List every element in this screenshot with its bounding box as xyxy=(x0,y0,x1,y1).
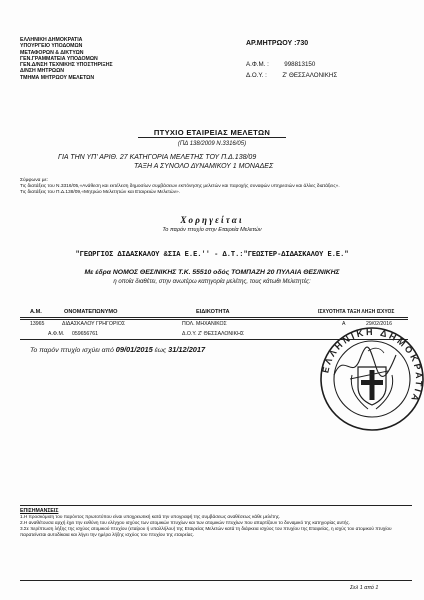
row-afm: 059656761 xyxy=(72,331,98,337)
note-line: 2.Η αναθέτουσα αρχή έχει την ευθύνη του ελέγχου ισχύος των ατομικών πτυχίων και των ατομικών πτυχίων που απαρτίζουν το δυναμικό της κατηγορίας αυτής. xyxy=(20,520,351,526)
registry-label: ΑΡ.ΜΗΤΡΩΟΥ : xyxy=(246,40,297,47)
validity-from: 09/01/2015 xyxy=(115,345,153,354)
legal-line: Τις διατάξεις του Π.Δ.138/09,«Μητρώο Μελετητών και Εταιρειών Μελετών». xyxy=(20,190,181,195)
issuing-authority xyxy=(20,37,160,81)
validity-prefix: Το παρόν πτυχίο ισχύει από xyxy=(30,347,116,354)
authority-line: ΥΠΟΥΡΓΕΙΟ ΥΠΟΔΟΜΩΝ xyxy=(20,43,83,50)
company-name: "ΓΕΩΡΓΙΟΣ ΔΙΔΑΣΚΑΛΟΥ &ΣΙΑ Ε.Ε.'' - Δ.Τ.:"ΓΕΩΣΤΕΡ-ΔΙΔΑΣΚΑΛΟΥ Ε.Ε." xyxy=(75,251,349,259)
category-line: ΓΙΑ ΤΗΝ ΥΠ' ΑΡΙΘ. 27 ΚΑΤΗΓΟΡΙΑ ΜΕΛΕΤΗΣ ΤΟΥ Π.Δ.138/09 xyxy=(58,154,257,161)
notes-rule xyxy=(20,505,412,506)
legal-line: Σύμφωνα με: xyxy=(20,178,48,183)
doy-value: Ζ' ΘΕΣΣΑΛΟΝΙΚΗΣ xyxy=(282,72,338,79)
row-expiry: 29/02/2016 xyxy=(366,321,392,327)
notes-bottom-rule xyxy=(20,580,412,581)
page-indicator: Σελ 1 από 1 xyxy=(350,585,379,591)
signature xyxy=(330,345,400,385)
col-header-am: Α.Μ. xyxy=(30,309,42,315)
document-title: ΠΤΥΧΙΟ ΕΤΑΙΡΕΙΑΣ ΜΕΛΕΤΩΝ xyxy=(153,128,271,137)
authority-line: ΕΛΛΗΝΙΚΗ ΔΗΜΟΚΡΑΤΙΑ xyxy=(20,37,83,43)
authority-line: ΤΜΗΜΑ ΜΗΤΡΩΟΥ ΜΕΛΕΤΩΝ xyxy=(20,74,95,81)
note-line: 1.Η προσκόμιση του παρόντος πρωτοτύπου είναι υποχρεωτική κατά την υπογραφή της συμβάσεως αναθέσεως κάθε μελέτης. xyxy=(20,514,281,520)
afm-label: Α.Φ.Μ. : xyxy=(246,61,269,68)
row-specialty: ΠΟΛ. ΜΗΧΑΝΙΚΟΣ xyxy=(182,321,227,327)
authority-line: ΓΕΝ.ΓΡΑΜΜΑΤΕΙΑ ΥΠΟΔΟΜΩΝ xyxy=(20,55,98,62)
validity-period xyxy=(30,345,205,354)
doy-label: Δ.Ο.Υ. : xyxy=(246,72,267,79)
col-header-validity: ΙΣΧΥΟΤΗΤΑ ΤΑΞΗ ΛΗΞΗ ΙΣΧΥΟΣ xyxy=(318,309,395,315)
row-afm-label: Α.Φ.Μ. xyxy=(48,331,65,337)
table-top-rule xyxy=(20,319,408,320)
title-underline xyxy=(138,137,286,138)
row-class: Α xyxy=(342,321,346,327)
validity-mid: έως xyxy=(152,347,169,354)
seal-text: ΕΛΛΗΝΙΚΗ ΔΗΜΟΚΡΑΤΙΑ xyxy=(320,326,424,405)
engineers-intro: η οποία διαθέτει, στην ανωτέρω κατηγορία μελέτης, τους κάτωθι Μελετητές: xyxy=(113,279,311,285)
row-doy: Δ.Ο.Υ. Ζ' ΘΕΣΣΑΛΟΝΙΚΗΣ xyxy=(182,331,245,337)
registry-value: 730 xyxy=(296,40,309,47)
row-name: ΔΙΔΑΣΚΑΛΟΥ ΓΡΗΓΟΡΙΟΣ xyxy=(62,321,126,327)
col-header-specialty: ΕΙΔΙΚΟΤΗΤΑ xyxy=(196,309,230,315)
note-line: 3.Σε περίπτωση λήξης της ισχύος ατομικού πτυχίου (εταίρου ή υπαλλήλου) της Εταιρείας Μελετών κατά τη διάρκεια ισχύος του πτυχίου της Εταιρείας, η ισχύς του ατομικού πτυχίου παρατείνεται αυτοδίκαια και λήγει την ημέρα λήξης ισχύος του πτυχίου της εταιρείας. xyxy=(20,526,392,538)
authority-line: Δ/ΝΣΗ ΜΗΤΡΩΩΝ xyxy=(20,68,64,75)
validity-to: 31/12/2017 xyxy=(168,345,206,354)
table-top-rule xyxy=(20,317,408,318)
notes xyxy=(20,508,412,538)
registry-number xyxy=(246,40,308,47)
class-line: ΤΑΞΗ Α ΣΥΝΟΛΟ ΔΥΝΑΜΙΚΟΥ 1 ΜΟΝΑΔΕΣ xyxy=(134,163,274,170)
afm-value: 998813150 xyxy=(284,61,316,68)
company-seat: Με έδρα ΝΟΜΟΣ ΘΕΣ/ΝΙΚΗΣ Τ.Κ. 55510 οδός ΤΟΜΠΑΖΗ 20 ΠΥΛΑΙΑ ΘΕΣ/ΝΙΚΗΣ xyxy=(84,269,340,276)
afm-row xyxy=(246,61,315,68)
legal-basis xyxy=(20,178,408,196)
grant-subtitle: Το παρόν πτυχίο στην Εταιρεία Μελετών xyxy=(162,227,262,233)
grant-heading: Χορηγείται xyxy=(180,215,244,225)
authority-line: ΓΕΝ.Δ/ΝΣΗ ΤΕΧΝΙΚΗΣ ΥΠΟΣΤΗΡΙΞΗΣ xyxy=(20,62,113,69)
authority-line: ΜΕΤΑΦΟΡΩΝ & ΔΙΚΤΥΩΝ xyxy=(20,49,84,56)
col-header-name: ΟΝΟΜΑΤΕΠΩΝΥΜΟ xyxy=(64,309,118,315)
notes-heading: ΕΠΙΣΗΜΑΝΣΕΙΣ xyxy=(20,508,59,514)
doy-row xyxy=(246,72,337,79)
row-am: 13965 xyxy=(30,321,45,327)
legal-line: Τις διατάξεις του Ν.3316/05,«Ανάθεση και εκτέλεση δημοσίων συμβάσεων εκπόνησης μελετών και παροχής συναφών υπηρεσιών και άλλες διατάξεις». xyxy=(20,184,340,189)
decree-reference: (ΠΔ 138/2009 Ν.3316/05) xyxy=(177,141,247,147)
